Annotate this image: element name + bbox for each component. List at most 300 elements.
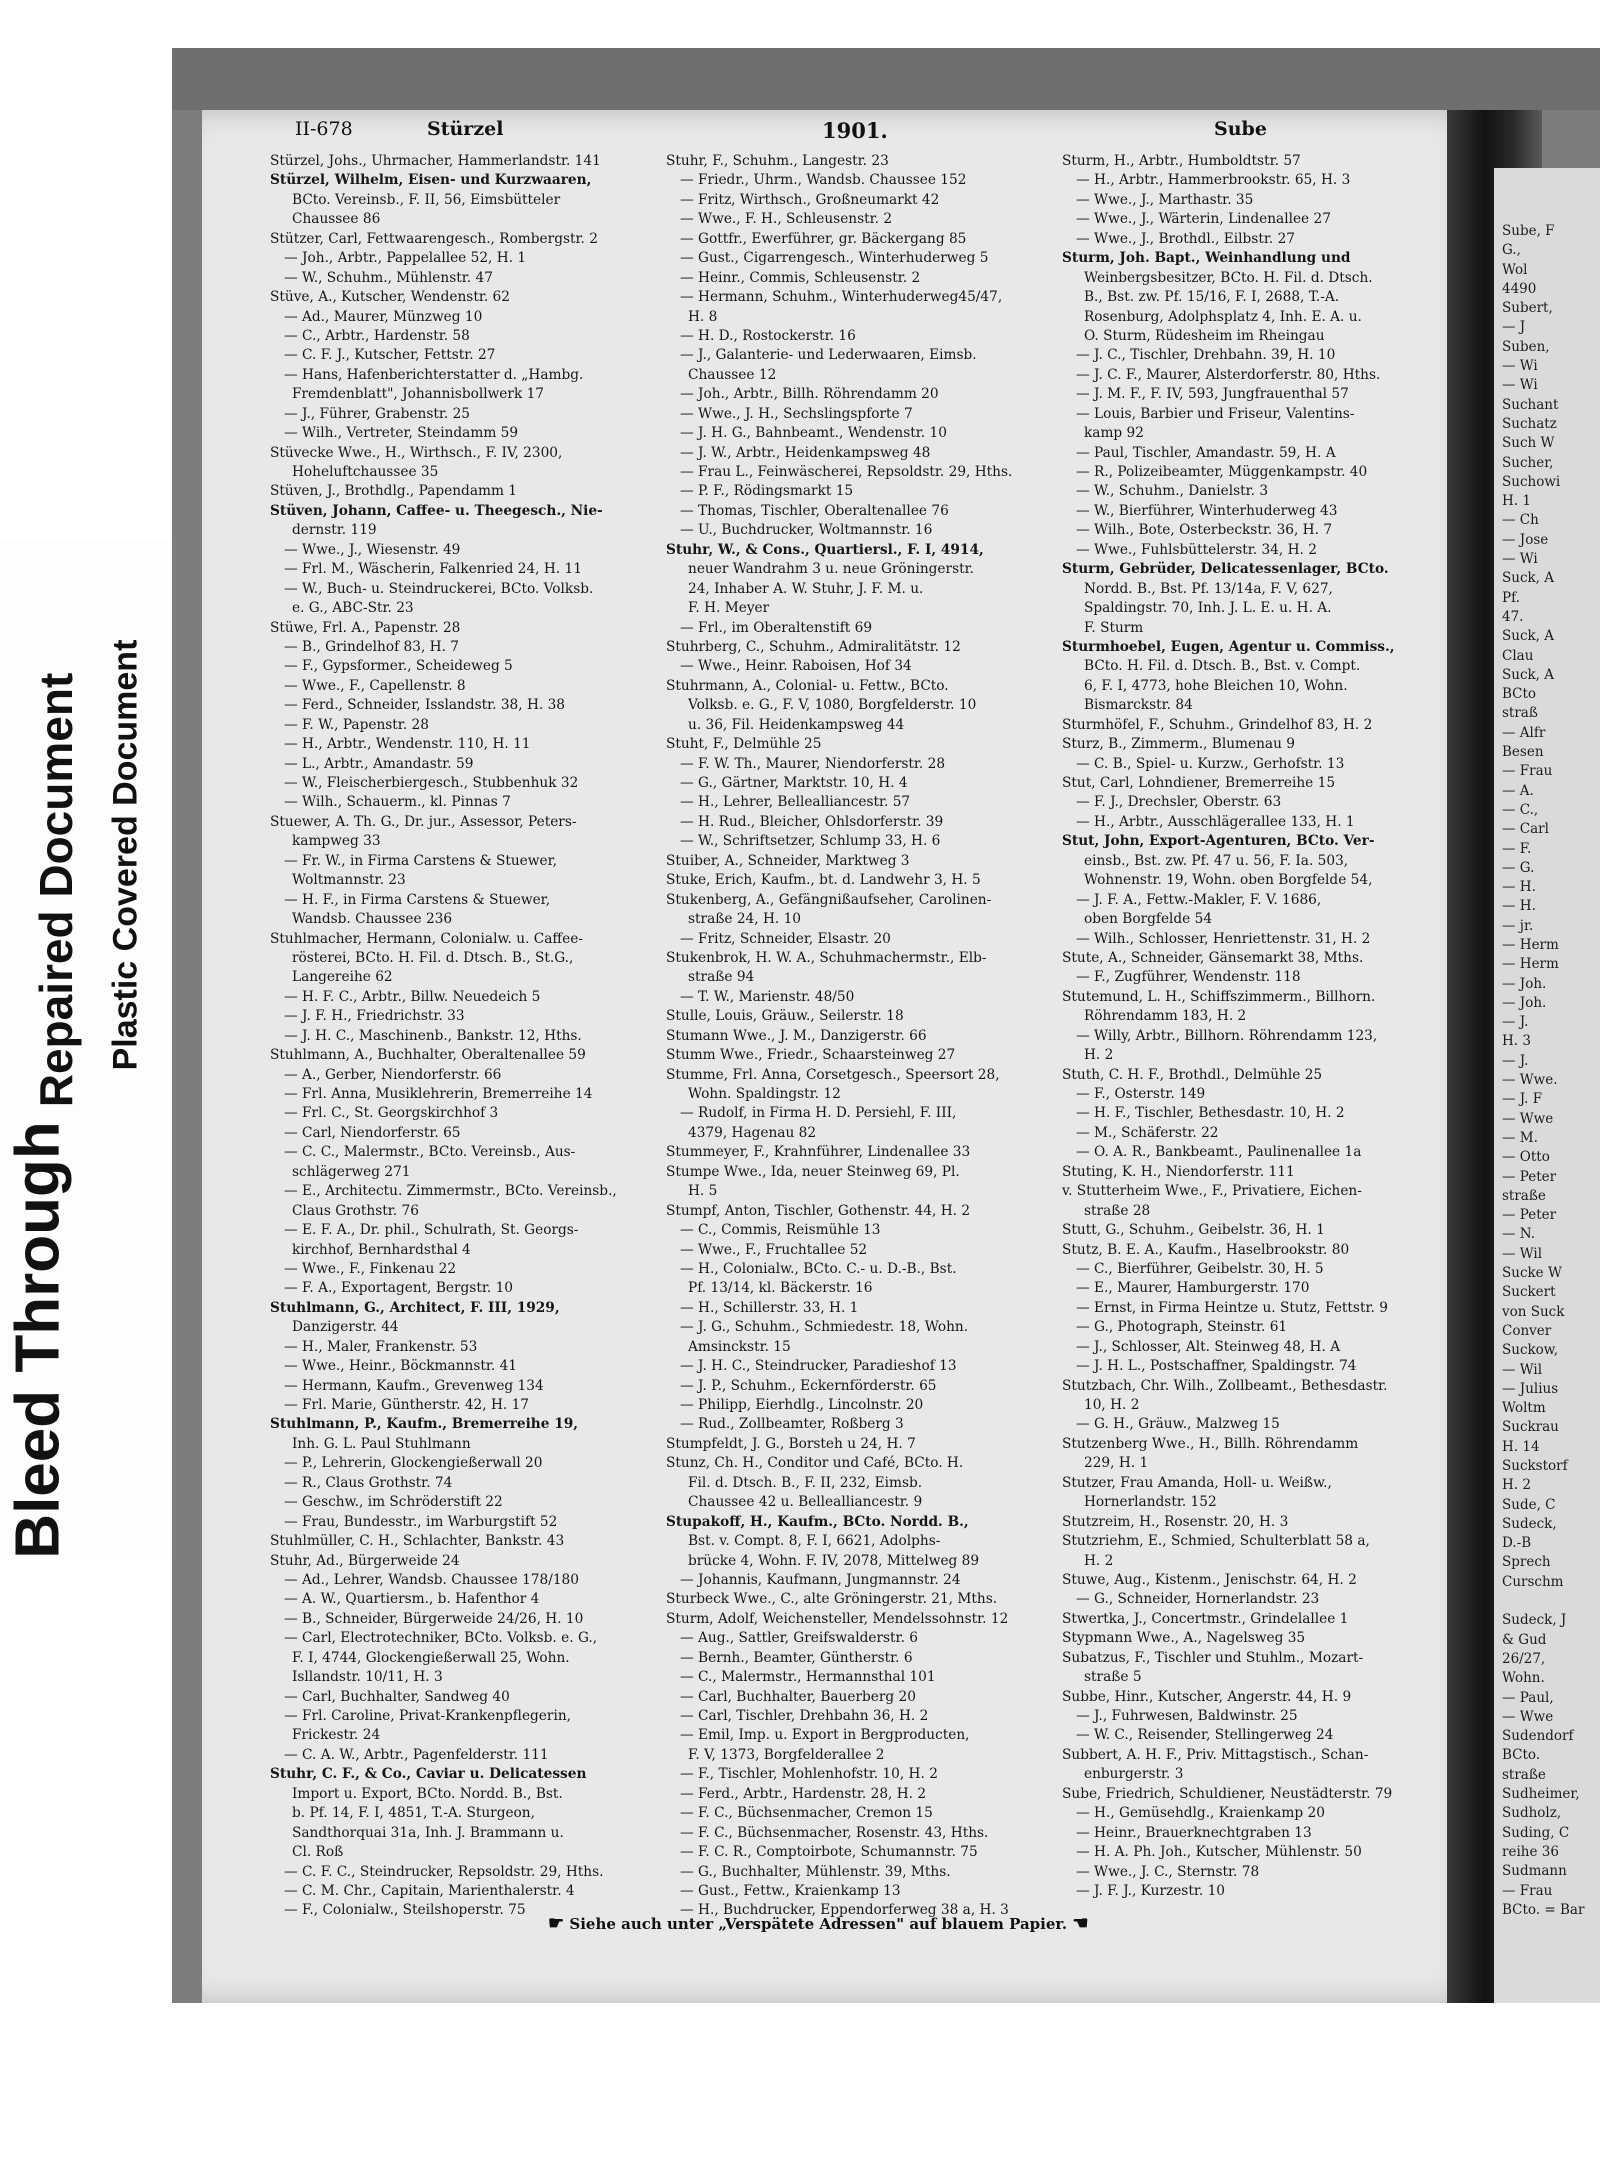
directory-entry: Sube, Friedrich, Schuldiener, Neustädterstr. 79 (1062, 1785, 1393, 1802)
directory-entry: — Wwe., F., Fruchtallee 52 (680, 1241, 868, 1258)
directory-entry: — C. A. W., Arbtr., Pagenfelderstr. 111 (284, 1746, 549, 1763)
directory-entry: — H., Arbtr., Ausschlägerallee 133, H. 1 (1076, 813, 1355, 830)
directory-entry: Inh. G. L. Paul Stuhlmann (292, 1435, 471, 1452)
directory-entry: — Wwe., Heinr. Raboisen, Hof 34 (680, 658, 912, 675)
directory-entry: — H. F. C., Arbtr., Billw. Neuedeich 5 (284, 988, 541, 1005)
directory-entry: Stuth, C. H. F., Brothdl., Delmühle 25 (1062, 1066, 1323, 1083)
directory-entry: — F. J., Drechsler, Oberstr. 63 (1076, 794, 1282, 811)
right-page-fragment-line: BCto. (1502, 1747, 1541, 1764)
directory-entry: — F., Gypsformer., Scheideweg 5 (284, 658, 513, 675)
right-page-fragment-line: Subert, (1502, 300, 1553, 317)
directory-entry: — J., Galanterie- und Lederwaaren, Eimsb. (680, 347, 977, 364)
right-page-fragment-line: — F. (1502, 840, 1532, 857)
directory-entry: Stüven, Johann, Caffee- u. Theegesch., Nie- (270, 502, 603, 519)
directory-entry: Stumpfeldt, J. G., Borsteh u 24, H. 7 (666, 1435, 916, 1452)
directory-entry: O. Sturm, Rüdesheim im Rheingau (1084, 327, 1325, 344)
right-page-fragment-line: — Otto (1502, 1149, 1550, 1166)
directory-entry: brücke 4, Wohn. F. IV, 2078, Mittelweg 89 (688, 1552, 980, 1569)
right-page-fragment-line: — Herm (1502, 956, 1559, 973)
right-page-fragment-line: Suben, (1502, 338, 1550, 355)
directory-entry: Stut, Carl, Lohndiener, Bremerreihe 15 (1062, 775, 1336, 791)
directory-entry: Bismarckstr. 84 (1084, 697, 1193, 714)
directory-entry: — Carl, Electrotechniker, BCto. Volksb. e. G., (284, 1630, 598, 1647)
directory-entry: — F. C., Büchsenmacher, Cremon 15 (680, 1805, 933, 1822)
directory-entry: oben Borgfelde 54 (1084, 911, 1213, 928)
directory-entry: — Johannis, Kaufmann, Jungmannstr. 24 (680, 1571, 961, 1588)
directory-entry: — A., Gerber, Niendorferstr. 66 (284, 1066, 502, 1083)
directory-entry: — Rud., Zollbeamter, Roßberg 3 (680, 1416, 904, 1433)
directory-entry: — Wwe., J., Marthastr. 35 (1076, 191, 1254, 208)
directory-entry: — Ernst, in Firma Heintze u. Stutz, Fettstr. 9 (1076, 1299, 1388, 1316)
directory-entry: enburgerstr. 3 (1084, 1766, 1184, 1783)
right-page-fragment-line: — Peter (1502, 1207, 1557, 1224)
directory-entry: — H., Maler, Frankenstr. 53 (284, 1338, 478, 1355)
directory-entry: — C., Arbtr., Hardenstr. 58 (284, 327, 470, 344)
right-page-fragment-line: — H. (1502, 898, 1536, 915)
directory-entry: — J. W., Arbtr., Heidenkampsweg 48 (680, 444, 931, 461)
directory-entry: H. 2 (1084, 1047, 1114, 1064)
directory-entry: Stuhrmann, A., Colonial- u. Fettw., BCto. (666, 677, 949, 694)
directory-entry: Stunz, Ch. H., Conditor und Café, BCto. H. (666, 1455, 964, 1472)
right-page-fragment-line: Wohn. (1502, 1670, 1545, 1687)
right-page-fragment-line: — Jose (1502, 531, 1549, 548)
directory-entry: Rosenburg, Adolphsplatz 4, Inh. E. A. u. (1084, 308, 1362, 325)
directory-entry: straße 94 (688, 969, 755, 986)
directory-entry: Stutemund, L. H., Schiffszimmerm., Billhorn. (1062, 988, 1376, 1005)
directory-entry: — J. F. A., Fettw.-Makler, F. V. 1686, (1076, 891, 1322, 908)
directory-entry: — Wilh., Vertreter, Steindamm 59 (284, 425, 519, 442)
directory-entry: Stummeyer, F., Krahnführer, Lindenallee 33 (666, 1144, 971, 1161)
directory-entry: Stute, A., Schneider, Gänsemarkt 38, Mths. (1062, 949, 1364, 966)
directory-entry: Chaussee 12 (688, 366, 777, 383)
directory-entry: — F. W. Th., Maurer, Niendorferstr. 28 (680, 755, 946, 772)
directory-entry: Stuke, Erich, Kaufm., bt. d. Landwehr 3, H. 5 (666, 872, 981, 889)
directory-entry: — Philipp, Eierhdlg., Lincolnstr. 20 (680, 1397, 924, 1413)
right-page-fragment-line: — Julius (1502, 1380, 1559, 1397)
directory-entry: Stutzreim, H., Rosenstr. 20, H. 3 (1062, 1513, 1289, 1530)
directory-entry: — H., Colonialw., BCto. C.- u. D.-B., Bst. (680, 1260, 957, 1277)
directory-entry: Stut, John, Export-Agenturen, BCto. Ver- (1062, 833, 1375, 850)
directory-entry: Fil. d. Dtsch. B., F. II, 232, Eimsb. (688, 1474, 923, 1491)
right-page-fragment-line: — Peter (1502, 1168, 1557, 1185)
page-footer-note (548, 1913, 1089, 1934)
directory-entry: Spaldingstr. 70, Inh. J. L. E. u. H. A. (1084, 600, 1332, 617)
right-page-fragment-text (1502, 222, 1600, 1920)
right-page-fragment-line: Such W (1502, 435, 1555, 452)
directory-entry: Sturm, H., Arbtr., Humboldtstr. 57 (1062, 153, 1301, 169)
right-page-fragment-line: H. 1 (1502, 493, 1531, 510)
right-page-fragment-line: Wol (1502, 261, 1528, 278)
right-page-fragment-line: — Wil (1502, 1245, 1543, 1262)
directory-entry: — Wwe., Fuhlsbüttelerstr. 34, H. 2 (1076, 541, 1317, 558)
right-page-fragment-line: — Alfr (1502, 724, 1546, 741)
directory-entry: — R., Polizeibeamter, Müggenkampstr. 40 (1076, 464, 1368, 480)
directory-entry: Pf. 13/14, kl. Bäckerstr. 16 (688, 1280, 873, 1297)
directory-entry: kamp 92 (1084, 425, 1144, 442)
right-page-fragment-line: Suckrau (1502, 1419, 1559, 1436)
directory-entry: Stüvecke Wwe., H., Wirthsch., F. IV, 2300, (270, 444, 563, 461)
directory-entry: — E., Architectu. Zimmermstr., BCto. Vereinsb., (284, 1183, 617, 1200)
directory-entry: Stuewer, A. Th. G., Dr. jur., Assessor, Peters- (270, 813, 577, 830)
directory-entry: Stuhr, W., & Cons., Quartiersl., F. I, 4914, (666, 541, 984, 558)
pointing-hand-left-icon: ☚ (1072, 1913, 1089, 1934)
directory-entry: — E. F. A., Dr. phil., Schulrath, St. Georgs- (284, 1222, 579, 1239)
directory-entry: H. 8 (688, 308, 718, 325)
directory-entry: — C. B., Spiel- u. Kurzw., Gerhofstr. 13 (1076, 755, 1345, 772)
directory-entry: Stuhr, F., Schuhm., Langestr. 23 (666, 153, 889, 169)
directory-entry: dernstr. 119 (292, 522, 377, 539)
directory-entry: — Hans, Hafenberichterstatter d. „Hambg. (284, 366, 584, 383)
right-page-fragment-line: — J. (1502, 1052, 1529, 1069)
directory-entry: — Ferd., Arbtr., Hardenstr. 28, H. 2 (680, 1785, 927, 1802)
directory-entry: — T. W., Marienstr. 48/50 (680, 988, 855, 1005)
directory-entry: — Wwe., F., Finkenau 22 (284, 1260, 457, 1277)
right-page-fragment-line: Sudholz, (1502, 1805, 1562, 1822)
directory-entry: — F., Zugführer, Wendenstr. 118 (1076, 969, 1301, 986)
directory-entry: e. G., ABC-Str. 23 (292, 600, 414, 617)
directory-entry: Hoheluftchaussee 35 (292, 464, 439, 480)
directory-entry: Woltmannstr. 23 (292, 872, 406, 889)
directory-entry: — Wwe., J., Wiesenstr. 49 (284, 541, 461, 558)
right-page-fragment-line: Suchant (1502, 396, 1559, 413)
directory-entry: — Hermann, Kaufm., Grevenweg 134 (284, 1377, 544, 1394)
directory-entry: F. Sturm (1084, 619, 1144, 636)
directory-entry: — E., Maurer, Hamburgerstr. 170 (1076, 1280, 1310, 1297)
directory-entry: — H. A. Ph. Joh., Kutscher, Mühlenstr. 50 (1076, 1844, 1362, 1861)
directory-entry: — Thomas, Tischler, Oberaltenallee 76 (680, 502, 949, 519)
directory-entry: Stuhlmann, G., Architect, F. III, 1929, (270, 1299, 560, 1316)
right-page-fragment-line: Suck, A (1502, 666, 1555, 683)
directory-entry: — J. H. C., Steindrucker, Paradieshof 13 (680, 1358, 957, 1375)
directory-entry: — F. W., Papenstr. 28 (284, 716, 429, 733)
directory-entry: Stuht, F., Delmühle 25 (666, 736, 822, 753)
directory-entry: — J. C. F., Maurer, Alsterdorferstr. 80, Hths. (1076, 366, 1381, 383)
directory-entry: Stumpe Wwe., Ida, neuer Steinweg 69, Pl. (666, 1163, 960, 1180)
right-page-fragment-line: — Frau (1502, 1882, 1553, 1899)
year-heading: 1901. (822, 118, 888, 143)
directory-entry: — J. M. F., F. IV, 593, Jungfrauenthal 57 (1076, 386, 1349, 403)
directory-entry: Stuhlmüller, C. H., Schlachter, Bankstr. 43 (270, 1533, 565, 1550)
directory-entry: Stuhr, Ad., Bürgerweide 24 (270, 1552, 460, 1569)
right-page-fragment-line: Suchatz (1502, 415, 1557, 432)
right-page-fragment-line: — C., (1502, 801, 1539, 818)
directory-entry: — P. F., Rödingsmarkt 15 (680, 483, 854, 500)
right-page-fragment-line: Suckstorf (1502, 1458, 1568, 1474)
directory-entry: — J. H. C., Maschinenb., Bankstr. 12, Hths. (284, 1027, 582, 1044)
directory-entry: Sturz, B., Zimmerm., Blumenau 9 (1062, 736, 1295, 753)
directory-entry: — Frl. C., St. Georgskirchhof 3 (284, 1105, 499, 1122)
directory-entry: — J., Führer, Grabenstr. 25 (284, 405, 471, 422)
directory-entry: — H. D., Rostockerstr. 16 (680, 327, 856, 344)
directory-entry: — Willy, Arbtr., Billhorn. Röhrendamm 123, (1076, 1027, 1378, 1044)
directory-entry: Stüven, J., Brothdlg., Papendamm 1 (270, 483, 518, 500)
directory-entry: — B., Grindelhof 83, H. 7 (284, 638, 459, 655)
directory-entry: — Gust., Fettw., Kraienkamp 13 (680, 1882, 901, 1899)
right-page-fragment-line: — J. F (1502, 1091, 1543, 1108)
directory-entry: — Gust., Cigarrengesch., Winterhuderweg 5 (680, 250, 989, 267)
directory-entry: — Fritz, Wirthsch., Großneumarkt 42 (680, 191, 940, 208)
directory-entry: Frickestr. 24 (292, 1727, 381, 1744)
directory-entry: — Paul, Tischler, Amandastr. 59, H. A (1076, 444, 1336, 461)
directory-entry: straße 5 (1084, 1669, 1142, 1686)
directory-entry: — Frl. Anna, Musiklehrerin, Bremerreihe 14 (284, 1086, 593, 1102)
directory-entry: — W., Fleischerbiergesch., Stubbenhuk 32 (284, 775, 579, 791)
directory-entry: — Ad., Lehrer, Wandsb. Chaussee 178/180 (284, 1571, 579, 1588)
directory-entry: Cl. Roß (292, 1844, 344, 1861)
directory-entry: Stutzriehm, E., Schmied, Schulterblatt 58 a, (1062, 1533, 1370, 1550)
right-page-fragment-line: H. 3 (1502, 1033, 1531, 1050)
directory-entry: — Wilh., Schlosser, Henriettenstr. 31, H. 2 (1076, 930, 1371, 947)
directory-entry: — Wwe., F. H., Schleusenstr. 2 (680, 211, 893, 228)
right-page-fragment-line: 4490 (1502, 280, 1537, 297)
directory-entry: — G., Photograph, Steinstr. 61 (1076, 1319, 1288, 1336)
directory-entry: — Wwe., F., Capellenstr. 8 (284, 677, 466, 694)
right-page-fragment-line: — Wi (1502, 358, 1538, 375)
directory-entry: — G., Gärtner, Marktstr. 10, H. 4 (680, 775, 908, 791)
right-page-fragment-line: Suckert (1502, 1284, 1556, 1301)
directory-entry: — J. H. G., Bahnbeamt., Wendenstr. 10 (680, 425, 947, 442)
right-page-fragment-line: Suck, A (1502, 628, 1555, 645)
directory-entry: Wohn. Spaldingstr. 12 (688, 1086, 841, 1102)
right-page-fragment-line: — Wi (1502, 377, 1538, 394)
directory-entry: v. Stutterheim Wwe., F., Privatiere, Eichen- (1062, 1183, 1362, 1200)
directory-entry: Amsinckstr. 15 (688, 1338, 791, 1355)
directory-entry: — J., Fuhrwesen, Baldwinstr. 25 (1076, 1708, 1298, 1724)
directory-entry: — Wwe., J. H., Sechslingspforte 7 (680, 405, 913, 422)
directory-entry: — H., Arbtr., Hammerbrookstr. 65, H. 3 (1076, 172, 1351, 189)
directory-entry: Stumme, Frl. Anna, Corsetgesch., Speersort 28, (666, 1066, 1000, 1083)
directory-entry: Stuhlmacher, Hermann, Colonialw. u. Caffee- (270, 930, 583, 947)
directory-entry: — W., Schriftsetzer, Schlump 33, H. 6 (680, 833, 941, 850)
right-page-fragment-line: Clau (1502, 647, 1534, 664)
directory-entry: — O. A. R., Bankbeamt., Paulinenallee 1a (1076, 1144, 1362, 1161)
directory-entry: Stukenbrok, H. W. A., Schuhmachermstr., Elb- (666, 949, 987, 966)
right-page-fragment-line: straße (1502, 1766, 1546, 1783)
repaired-document-label: Repaired Document (30, 672, 82, 1108)
right-page-fragment-line: Suding, C (1502, 1824, 1570, 1841)
directory-entry: — Carl, Buchhalter, Bauerberg 20 (680, 1688, 916, 1705)
directory-entry: Weinbergsbesitzer, BCto. H. Fil. d. Dtsch. (1084, 269, 1373, 286)
right-page-edge (1494, 168, 1600, 2003)
right-page-fragment-line: — Frau (1502, 763, 1553, 780)
directory-entry: — Fr. W., in Firma Carstens & Stuewer, (284, 852, 557, 869)
right-page-fragment-line: Curschm (1502, 1573, 1564, 1590)
directory-entry: — Bernh., Beamter, Güntherstr. 6 (680, 1649, 913, 1666)
directory-entry: einsb., Bst. zw. Pf. 47 u. 56, F. Ia. 503, (1084, 852, 1349, 869)
right-page-fragment-line: Conver (1502, 1322, 1552, 1339)
plastic-covered-label: Plastic Covered Document (106, 639, 145, 1071)
right-page-fragment-line (1502, 1592, 1600, 1611)
directory-entry: — R., Claus Grothstr. 74 (284, 1474, 453, 1491)
directory-entry: Stuting, K. H., Niendorferstr. 111 (1062, 1163, 1295, 1180)
right-page-fragment-line: D.-B (1502, 1535, 1532, 1552)
bleed-through-label: Bleed Through (3, 1121, 73, 1559)
directory-entry: — Wwe., J. C., Sternstr. 78 (1076, 1863, 1260, 1880)
directory-entry: — C. F. J., Kutscher, Fettstr. 27 (284, 347, 496, 364)
directory-entry: — W., Buch- u. Steindruckerei, BCto. Volksb. (284, 580, 594, 597)
directory-entry: — W., Schuhm., Danielstr. 3 (1076, 483, 1269, 500)
directory-entry: Hornerlandstr. 152 (1084, 1494, 1217, 1511)
directory-entry: kirchhof, Bernhardsthal 4 (292, 1241, 471, 1258)
directory-entry: — Carl, Niendorferstr. 65 (284, 1124, 461, 1141)
right-page-fragment-line: Suckow, (1502, 1342, 1559, 1359)
right-page-fragment-line: — Paul, (1502, 1689, 1554, 1706)
running-head-right: Sube (1214, 118, 1267, 140)
right-page-fragment-line: — J. (1502, 1014, 1529, 1031)
directory-entry: 4379, Hagenau 82 (688, 1124, 817, 1141)
directory-entry: — J. H. L., Postschaffner, Spaldingstr. 74 (1076, 1358, 1357, 1375)
directory-entry: — H., Lehrer, Bellealliancestr. 57 (680, 794, 911, 811)
directory-entry: — J. F. J., Kurzestr. 10 (1076, 1882, 1225, 1899)
directory-entry: — Frau, Bundesstr., im Warburgstift 52 (284, 1513, 558, 1530)
directory-column-3 (1062, 152, 1436, 1901)
directory-entry: Chaussee 86 (292, 211, 381, 228)
directory-entry: — Geschw., im Schröderstift 22 (284, 1494, 503, 1511)
right-page-fragment-line: G., (1502, 242, 1521, 259)
right-page-fragment-line: Sudeck, (1502, 1515, 1557, 1532)
directory-entry: Stupakoff, H., Kaufm., BCto. Nordd. B., (666, 1513, 969, 1530)
right-page-fragment-line: — N. (1502, 1226, 1536, 1243)
right-page-fragment-line: BCto. = Bar (1502, 1901, 1585, 1918)
directory-entry: — J. C., Tischler, Drehbahn. 39, H. 10 (1076, 347, 1336, 364)
right-page-fragment-line: Sucke W (1502, 1265, 1562, 1282)
page-number: II-678 (295, 118, 353, 140)
directory-entry: — Frau L., Feinwäscherei, Repsoldstr. 29, Hths. (680, 464, 1013, 480)
directory-entry: — F., Colonialw., Steilshoperstr. 75 (284, 1902, 526, 1919)
directory-entry: Volksb. e. G., F. V, 1080, Borgfelderstr. 10 (688, 697, 977, 714)
directory-entry: — Joh., Arbtr., Billh. Röhrendamm 20 (680, 386, 939, 403)
right-page-fragment-line: Suck, A (1502, 570, 1555, 587)
directory-entry: — H. Rud., Bleicher, Ohlsdorferstr. 39 (680, 813, 944, 830)
directory-entry: — Wwe., J., Brothdl., Eilbstr. 27 (1076, 230, 1295, 247)
directory-entry: H. 2 (1084, 1552, 1114, 1569)
directory-entry: 10, H. 2 (1084, 1397, 1140, 1413)
right-page-fragment-line: Sude, C (1502, 1496, 1556, 1513)
directory-entry: B., Bst. zw. Pf. 15/16, F. I, 2688, T.-A. (1084, 289, 1340, 306)
directory-entry: — G. H., Gräuw., Malzweg 15 (1076, 1416, 1280, 1433)
directory-entry: — Fritz, Schneider, Elsastr. 20 (680, 930, 891, 947)
right-page-fragment-line: — Carl (1502, 821, 1549, 838)
directory-entry: Sandthorquai 31a, Inh. J. Brammann u. (292, 1824, 564, 1841)
directory-entry: Stutz, B. E. A., Kaufm., Haselbrookstr. 80 (1062, 1241, 1350, 1258)
scan-background-top (172, 48, 1600, 110)
directory-entry: Stüwe, Frl. A., Papenstr. 28 (270, 619, 461, 636)
right-page-fragment-line: Sprech (1502, 1554, 1551, 1571)
directory-entry: Stuwe, Aug., Kistenm., Jenischstr. 64, H. 2 (1062, 1571, 1357, 1588)
directory-entry: — Hermann, Schuhm., Winterhuderweg45/47, (680, 289, 1003, 306)
directory-entry: H. 5 (688, 1183, 718, 1200)
directory-entry: BCto. H. Fil. d. Dtsch. B., Bst. v. Compt. (1084, 658, 1361, 675)
directory-entry: Stypmann Wwe., A., Nagelsweg 35 (1062, 1630, 1306, 1647)
directory-entry: 229, H. 1 (1084, 1455, 1149, 1472)
directory-entry: BCto. Vereinsb., F. II, 56, Eimsbütteler (292, 191, 561, 208)
directory-entry: — H., Schillerstr. 33, H. 1 (680, 1299, 859, 1316)
directory-entry: Fremdenblatt", Johannisbollwerk 17 (292, 386, 545, 403)
document-condition-stamp (0, 540, 174, 1560)
directory-entry: — F., Tischler, Mohlenhofstr. 10, H. 2 (680, 1766, 938, 1783)
directory-entry: schlägerweg 271 (292, 1163, 411, 1180)
directory-entry: Röhrendamm 183, H. 2 (1084, 1008, 1247, 1025)
directory-entry: — J. F. H., Friedrichstr. 33 (284, 1008, 465, 1025)
directory-entry: — P., Lehrerin, Glockengießerwall 20 (284, 1455, 543, 1472)
right-page-fragment-line: — Wi (1502, 551, 1538, 568)
directory-entry: Subbert, A. H. F., Priv. Mittagstisch., Schan- (1062, 1746, 1369, 1763)
directory-entry: — J., Schlosser, Alt. Steinweg 48, H. A (1076, 1338, 1341, 1355)
right-page-fragment-line: Sudeck, J (1502, 1612, 1567, 1629)
right-page-fragment-line: 47. (1502, 608, 1524, 625)
pointing-hand-right-icon: ☛ (548, 1913, 565, 1934)
directory-entry: — U., Buchdrucker, Woltmannstr. 16 (680, 522, 933, 539)
directory-entry: — Carl, Buchhalter, Sandweg 40 (284, 1688, 510, 1705)
directory-entry: — W., Schuhm., Mühlenstr. 47 (284, 269, 493, 286)
directory-entry: Stuiber, A., Schneider, Marktweg 3 (666, 852, 910, 869)
directory-entry: Stutzenberg Wwe., H., Billh. Röhrendamm (1062, 1435, 1359, 1452)
directory-entry: — G., Schneider, Hornerlandstr. 23 (1076, 1591, 1320, 1608)
directory-entry: — Ferd., Schneider, Isslandstr. 38, H. 38 (284, 697, 566, 714)
right-page-fragment-line: Suchowi (1502, 473, 1561, 490)
directory-entry: Subatzus, F., Tischler und Stuhlm., Mozart- (1062, 1649, 1364, 1666)
directory-entry: F. V, 1373, Borgfelderallee 2 (688, 1746, 885, 1763)
directory-entry: — Frl. M., Wäscherin, Falkenried 24, H. 11 (284, 561, 582, 578)
directory-entry: straße 24, H. 10 (688, 911, 801, 928)
directory-entry: — Frl. Caroline, Privat-Krankenpflegerin, (284, 1708, 571, 1724)
directory-entry: Sturm, Adolf, Weichensteller, Mendelssohnstr. 12 (666, 1610, 1009, 1627)
right-page-fragment-line: — Wwe. (1502, 1072, 1558, 1089)
right-page-fragment-line: Besen (1502, 744, 1544, 761)
directory-entry: — Aug., Sattler, Greifswalderstr. 6 (680, 1630, 918, 1647)
directory-entry: — Carl, Tischler, Drehbahn 36, H. 2 (680, 1708, 929, 1724)
directory-entry: — Wwe., J., Wärterin, Lindenallee 27 (1076, 211, 1331, 228)
directory-entry: Stürzel, Johs., Uhrmacher, Hammerlandstr. 141 (270, 153, 601, 169)
right-page-fragment-line: — Joh. (1502, 975, 1547, 992)
directory-entry: Stukenberg, A., Gefängnißaufseher, Carolinen- (666, 891, 992, 908)
right-page-fragment-line: — Wwe (1502, 1110, 1554, 1127)
directory-column-2 (666, 152, 1062, 1921)
directory-entry: — H. F., Tischler, Bethesdastr. 10, H. 2 (1076, 1105, 1345, 1122)
directory-entry: — Rudolf, in Firma H. D. Persiehl, F. III, (680, 1105, 957, 1122)
directory-entry: — Wwe., Heinr., Böckmannstr. 41 (284, 1358, 518, 1375)
right-page-fragment-line: & Gud (1502, 1631, 1547, 1648)
directory-entry: — L., Arbtr., Amandastr. 59 (284, 755, 474, 772)
right-page-fragment-line: Sube, F (1502, 223, 1555, 239)
directory-entry: Bst. v. Compt. 8, F. I, 6621, Adolphs- (688, 1533, 941, 1550)
directory-entry: — H., Gemüsehdlg., Kraienkamp 20 (1076, 1805, 1325, 1822)
right-page-fragment-line: 26/27, (1502, 1650, 1546, 1667)
directory-entry: neuer Wandrahm 3 u. neue Gröningerstr. (688, 561, 974, 578)
running-head-left: Stürzel (427, 118, 504, 140)
directory-entry: — F. A., Exportagent, Bergstr. 10 (284, 1280, 513, 1297)
directory-entry: kampweg 33 (292, 833, 381, 850)
right-page-fragment-line: H. 2 (1502, 1477, 1531, 1494)
directory-entry: — H., Arbtr., Wendenstr. 110, H. 11 (284, 736, 531, 753)
directory-entry: — A. W., Quartiersm., b. Hafenthor 4 (284, 1591, 540, 1608)
directory-entry: — W. C., Reisender, Stellingerweg 24 (1076, 1727, 1334, 1744)
directory-entry: Stwertka, J., Concertmstr., Grindelallee 1 (1062, 1610, 1349, 1627)
right-page-fragment-line: reihe 36 (1502, 1843, 1559, 1860)
directory-entry: rösterei, BCto. H. Fil. d. Dtsch. B., St.G., (292, 949, 574, 966)
directory-entry: — B., Schneider, Bürgerweide 24/26, H. 10 (284, 1610, 584, 1627)
right-page-fragment-line: — Wwe (1502, 1708, 1554, 1725)
directory-entry: Sturm, Joh. Bapt., Weinhandlung und (1062, 250, 1351, 267)
directory-entry: Subbe, Hinr., Kutscher, Angerstr. 44, H. 9 (1062, 1688, 1352, 1705)
right-page-fragment-line: von Suck (1502, 1303, 1565, 1320)
right-page-fragment-line: — H. (1502, 879, 1536, 896)
directory-entry: Stüve, A., Kutscher, Wendenstr. 62 (270, 289, 510, 306)
directory-entry: — J. P., Schuhm., Eckernförderstr. 65 (680, 1377, 937, 1394)
directory-entry: Sturmhöfel, F., Schuhm., Grindelhof 83, H. 2 (1062, 716, 1373, 733)
directory-entry: — F. C., Büchsenmacher, Rosenstr. 43, Hths. (680, 1824, 989, 1841)
right-page-fragment-line: — J (1502, 319, 1526, 336)
